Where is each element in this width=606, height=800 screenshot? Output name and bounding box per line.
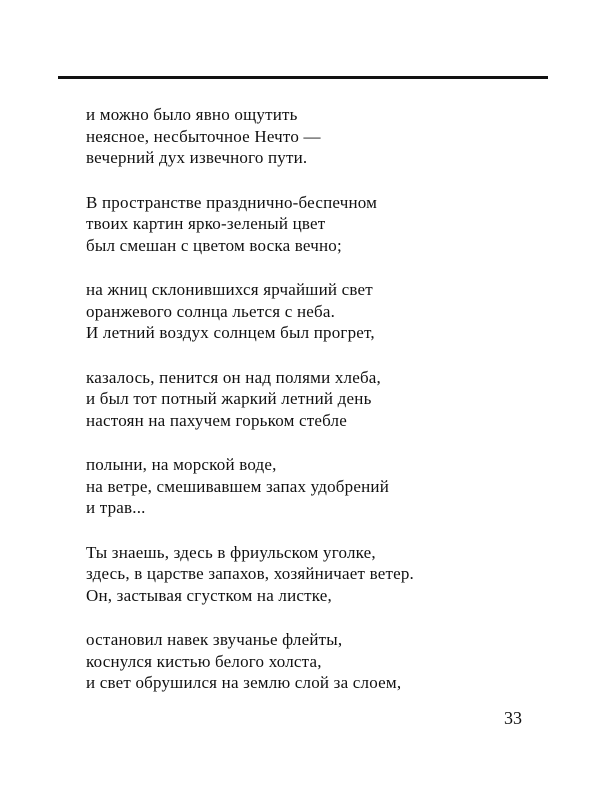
poem-line: был смешан с цветом воска вечно; xyxy=(86,235,342,255)
poem-line: и трав... xyxy=(86,498,146,517)
poem-line: и был тот потный жаркий летний день xyxy=(86,389,372,408)
header-rule xyxy=(58,76,548,79)
poem-line: казалось, пенится он над полями хлеба, xyxy=(86,367,381,387)
poem-line: твоих картин ярко-зеленый цвет xyxy=(86,214,326,233)
stanza-4 xyxy=(86,367,556,432)
poem-line: коснулся кистью белого холста, xyxy=(86,651,322,671)
poem-line: полыни, на морской воде, xyxy=(86,455,277,474)
poem-line: И летний воздух солнцем был прогрет, xyxy=(86,323,375,342)
poem-line: на ветре, смешивавшем запах удобрений xyxy=(86,476,389,496)
poem-line: на жниц склонившихся ярчайший свет xyxy=(86,280,373,299)
poem-line: неясное, несбыточное Нечто — xyxy=(86,126,321,146)
stanza-3 xyxy=(86,279,556,344)
poem-line: остановил навек звучанье флейты, xyxy=(86,630,343,649)
poem-line: оранжевого солнца льется с неба. xyxy=(86,301,336,321)
poem-line: настоян на пахучем горьком стебле xyxy=(86,410,347,430)
poem-line: Ты знаешь, здесь в фриульском уголке, xyxy=(86,542,376,562)
poem-line: здесь, в царстве запахов, хозяйничает ветер. xyxy=(86,564,414,583)
poem-line: Он, застывая сгустком на листке, xyxy=(86,585,333,605)
poem-line: и можно было явно ощутить xyxy=(86,105,298,124)
stanza-5 xyxy=(86,454,556,519)
stanza-2 xyxy=(86,192,556,257)
poem-text xyxy=(86,104,556,717)
poem-line: вечерний дух извечного пути. xyxy=(86,148,308,167)
stanza-1 xyxy=(86,104,556,169)
stanza-7 xyxy=(86,629,556,694)
stanza-6 xyxy=(86,542,556,607)
poem-line: и свет обрушился на землю слой за слоем, xyxy=(86,673,402,692)
page-number: 33 xyxy=(504,708,522,728)
poem-line: В пространстве празднично-беспечном xyxy=(86,192,378,212)
